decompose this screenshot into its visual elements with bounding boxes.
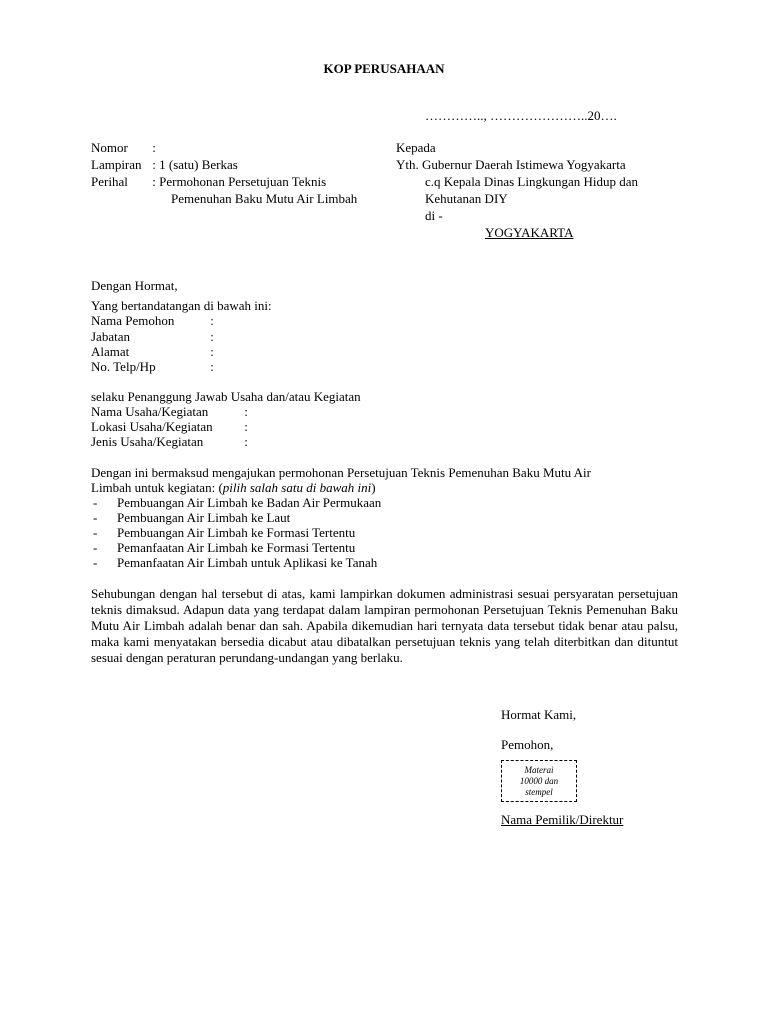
applicant-field-row xyxy=(91,359,214,375)
business-field-label: Lokasi Usaha/Kegiatan xyxy=(91,419,213,434)
recipient-cq-2: Kehutanan DIY xyxy=(425,191,508,206)
applicant-field-sep: : xyxy=(210,329,214,344)
option-item xyxy=(91,555,377,571)
date-line: ………….., …………………..20…. xyxy=(425,108,617,123)
lampiran-value: : 1 (satu) Berkas xyxy=(152,157,238,172)
recipient-name: Yth. Gubernur Daerah Istimewa Yogyakarta xyxy=(396,157,626,172)
stamp-text: 10000 dan xyxy=(519,776,559,786)
signature-regards: Hormat Kami, xyxy=(501,707,577,722)
business-field-sep: : xyxy=(244,404,248,419)
applicant-field-row xyxy=(91,344,214,360)
perihal-value-cont: Pemenuhan Baku Mutu Air Limbah xyxy=(171,191,358,206)
request-line-2-suffix: ) xyxy=(371,480,376,495)
kepada-label: Kepada xyxy=(396,140,436,155)
applicant-field-label: Jabatan xyxy=(91,329,130,344)
dash-bullet: - xyxy=(93,510,98,525)
dash-bullet: - xyxy=(93,495,98,510)
request-line-2-italic: pilih salah satu di bawah ini xyxy=(222,480,372,495)
business-field-row xyxy=(91,419,248,435)
stamp-box xyxy=(501,760,577,802)
option-item xyxy=(91,495,381,511)
option-label: Pemanfaatan Air Limbah untuk Aplikasi ke Tanah xyxy=(117,555,378,570)
recipient-di: di - xyxy=(425,208,443,223)
option-label: Pembuangan Air Limbah ke Formasi Tertentu xyxy=(117,525,356,540)
closing-paragraph: Sehubungan dengan hal tersebut di atas, kami lampirkan dokumen administrasi sesuai persyaratan persetujuan teknis dimaksud. Adapun data yang terdapat dalam lampiran permohonan Persetujuan Teknis Pemenuhan Baku Mutu Air Limbah adalah benar dan sah. Apabila dikemudian hari ternyata data tersebut tidak benar atau palsu, maka kami menyatakan bersedia dicabut atau dibatalkan persetujuan teknis yang telah diterbitkan dan dituntut sesuai dengan peraturan perundang-undangan yang berlaku. xyxy=(91,586,678,665)
recipient-city: YOGYAKARTA xyxy=(485,225,574,240)
lampiran-label: Lampiran xyxy=(91,157,142,172)
option-label: Pembuangan Air Limbah ke Badan Air Permukaan xyxy=(117,495,382,510)
stamp-text: Materai xyxy=(524,765,554,775)
business-field-label: Nama Usaha/Kegiatan xyxy=(91,404,209,419)
lampiran-row xyxy=(91,157,238,173)
recipient-cq-1: c.q Kepala Dinas Lingkungan Hidup dan xyxy=(425,174,639,189)
business-field-row xyxy=(91,404,248,420)
dash-bullet: - xyxy=(93,540,98,555)
option-item xyxy=(91,510,290,526)
applicant-field-sep: : xyxy=(210,359,214,374)
perihal-label: Perihal xyxy=(91,174,128,189)
applicant-field-label: Alamat xyxy=(91,344,130,359)
dash-bullet: - xyxy=(93,525,98,540)
business-intro: selaku Penanggung Jawab Usaha dan/atau Kegiatan xyxy=(91,389,361,404)
applicant-field-label: Nama Pemohon xyxy=(91,313,175,328)
signature-role: Pemohon, xyxy=(501,737,554,752)
nomor-label: Nomor xyxy=(91,140,128,155)
request-line-2-prefix: Limbah untuk kegiatan: ( xyxy=(91,480,223,495)
business-field-sep: : xyxy=(244,419,248,434)
applicant-field-row xyxy=(91,313,214,329)
nomor-value: : xyxy=(152,140,156,155)
stamp-text: stempel xyxy=(525,787,553,797)
nomor-row xyxy=(91,140,156,156)
option-label: Pemanfaatan Air Limbah ke Formasi Tertentu xyxy=(117,540,356,555)
option-label: Pembuangan Air Limbah ke Laut xyxy=(117,510,291,525)
applicant-field-sep: : xyxy=(210,313,214,328)
option-item xyxy=(91,525,355,541)
applicant-field-label: No. Telp/Hp xyxy=(91,359,156,374)
request-line-1: Dengan ini bermaksud mengajukan permohonan Persetujuan Teknis Pemenuhan Baku Mutu Air xyxy=(91,465,591,480)
perihal-row xyxy=(91,174,326,190)
business-field-row xyxy=(91,434,248,450)
business-field-sep: : xyxy=(244,434,248,449)
perihal-value: : Permohonan Persetujuan Teknis xyxy=(152,174,327,189)
request-line-2 xyxy=(91,480,376,496)
business-field-label: Jenis Usaha/Kegiatan xyxy=(91,434,204,449)
signature-name: Nama Pemilik/Direktur xyxy=(501,812,624,827)
greeting: Dengan Hormat, xyxy=(91,278,178,293)
applicant-intro: Yang bertandatangan di bawah ini: xyxy=(91,298,272,313)
applicant-field-sep: : xyxy=(210,344,214,359)
applicant-field-row xyxy=(91,329,214,345)
option-item xyxy=(91,540,355,556)
dash-bullet: - xyxy=(93,555,98,570)
letterhead: KOP PERUSAHAAN xyxy=(323,61,445,76)
